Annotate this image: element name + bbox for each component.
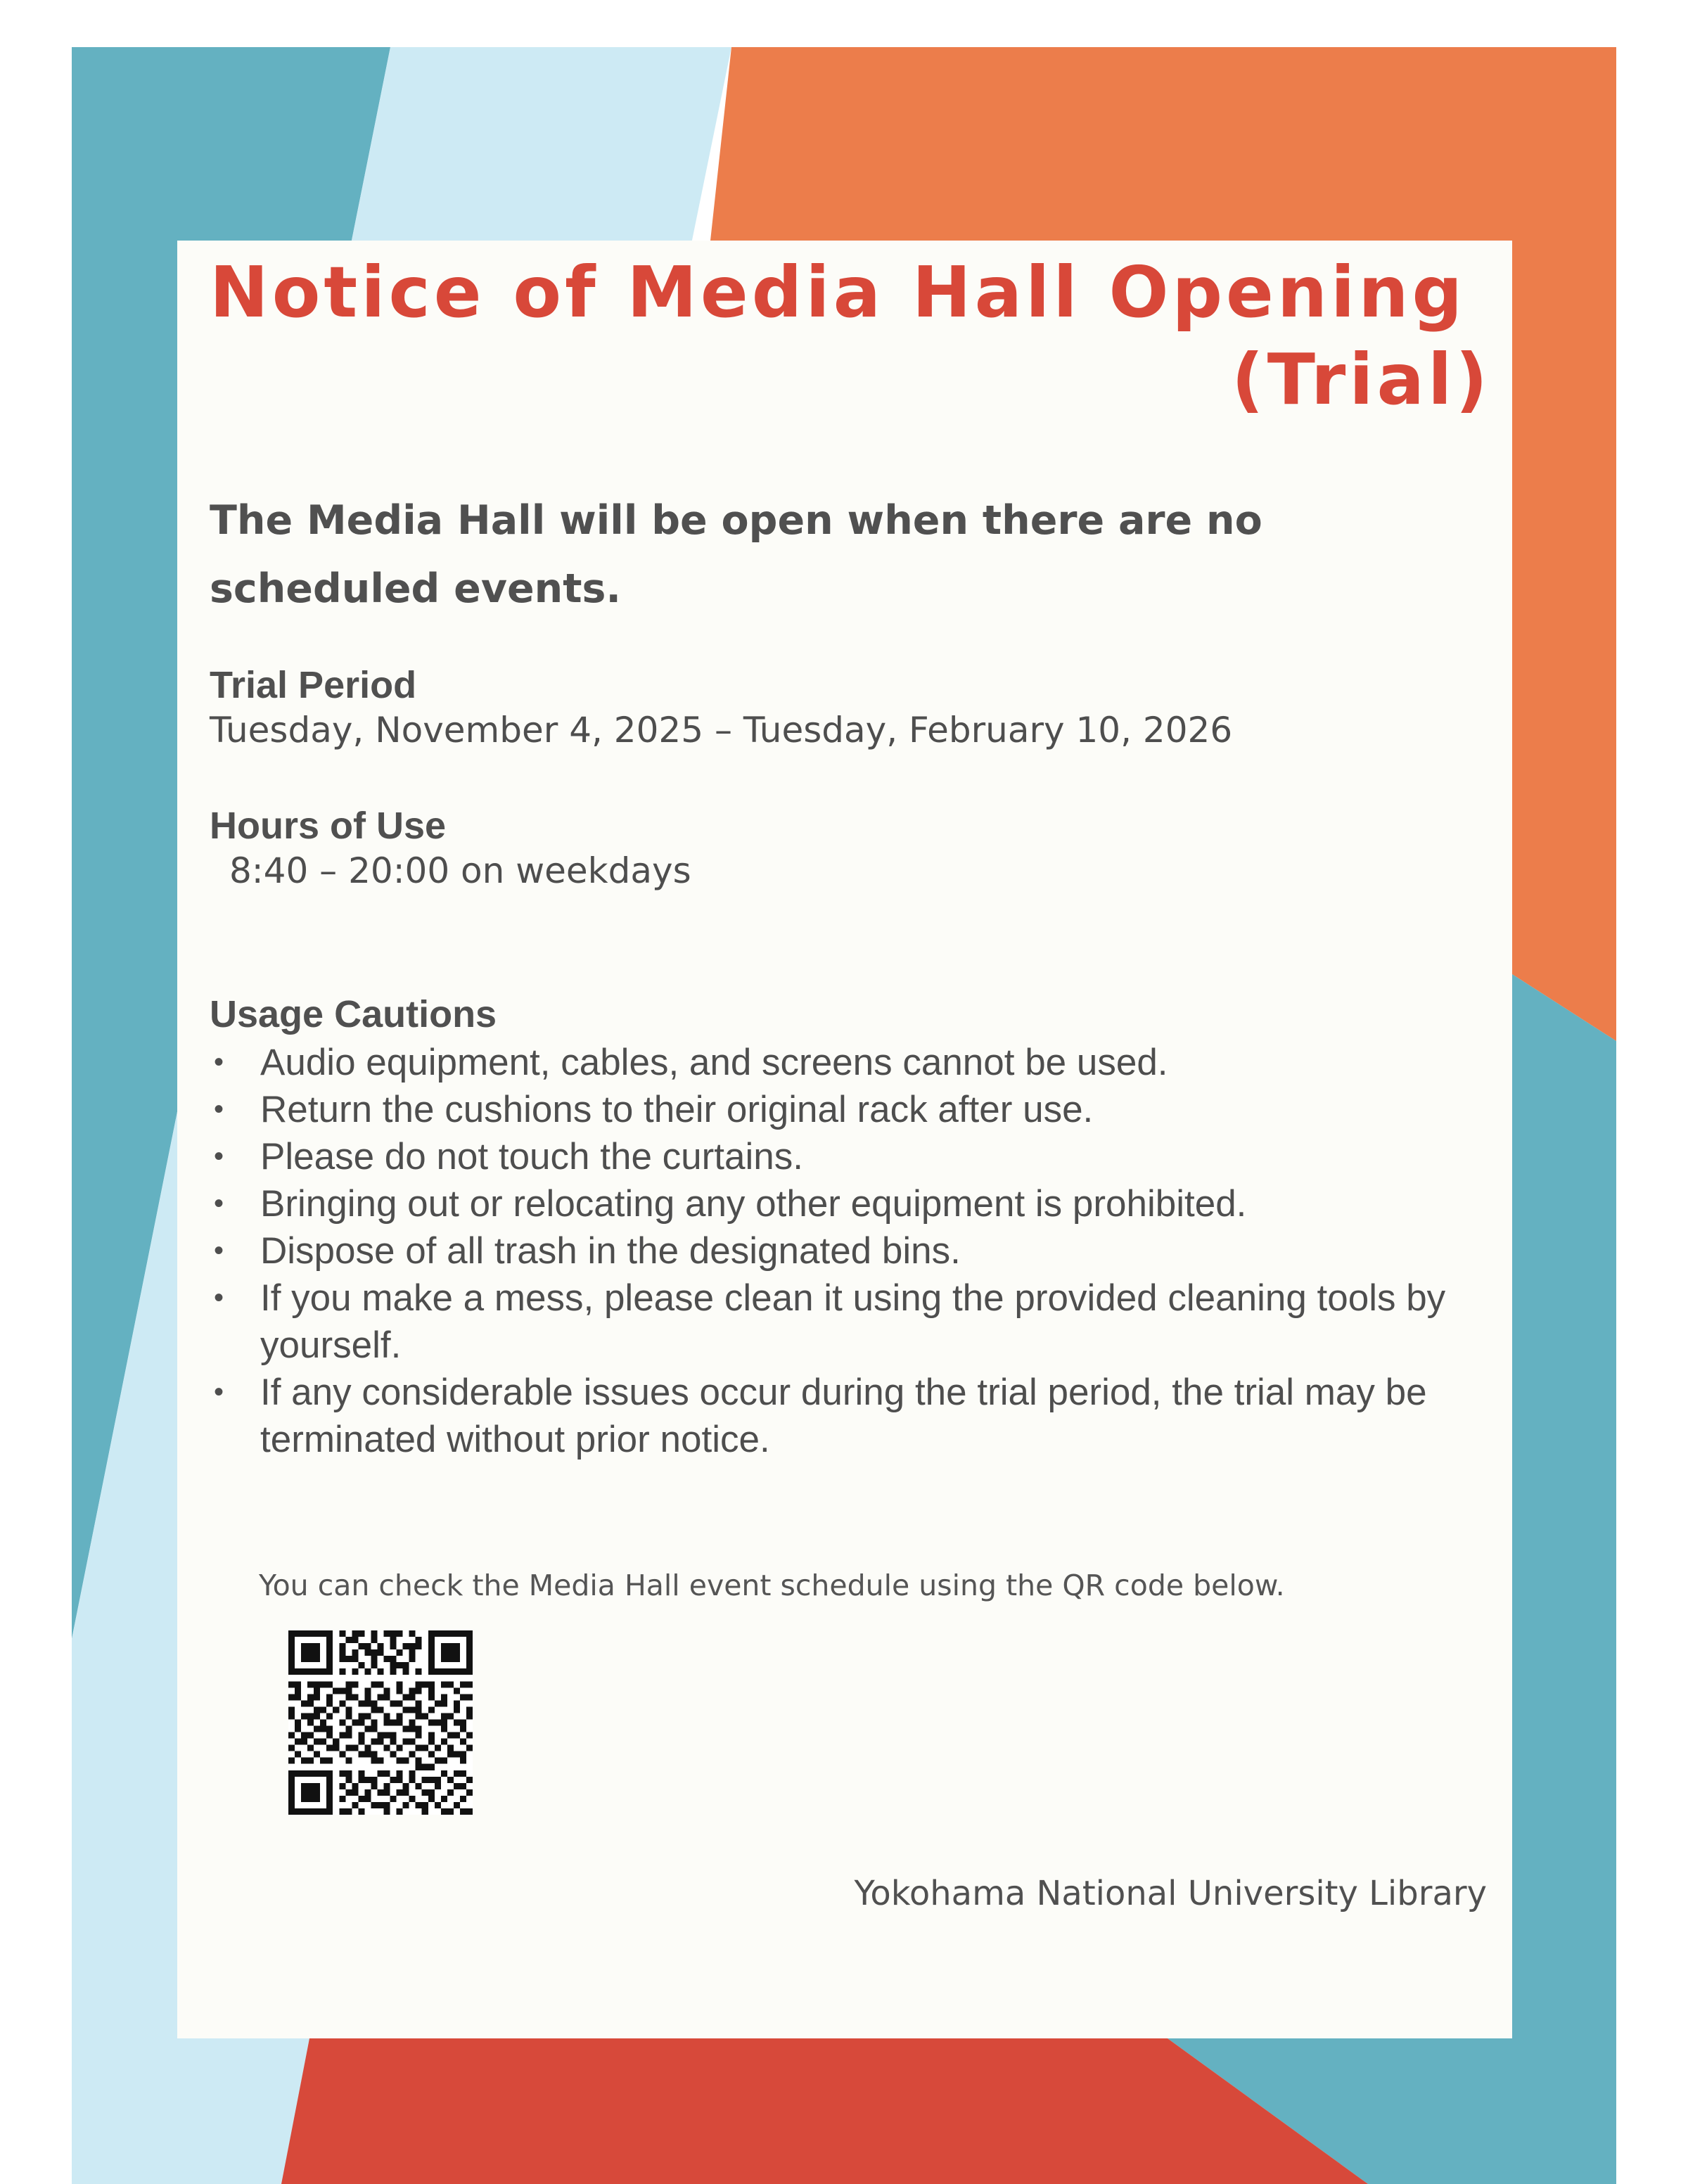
caution-item-2 — [210, 1086, 1490, 1133]
caution-text: Dispose of all trash in the designated bins. — [260, 1230, 961, 1272]
caution-item-7 — [210, 1369, 1490, 1463]
usage-cautions-heading: Usage Cautions — [210, 993, 497, 1035]
bullet-icon: • — [214, 1282, 224, 1313]
caution-item-3 — [210, 1133, 1490, 1180]
caution-item-5 — [210, 1227, 1490, 1275]
caution-item-4 — [210, 1180, 1490, 1227]
caution-item-6 — [210, 1275, 1490, 1369]
library-name: Yokohama National University Library — [854, 1874, 1487, 1913]
caution-text: Bringing out or relocating any other equipment is prohibited. — [260, 1183, 1247, 1225]
caution-text: Audio equipment, cables, and screens cannot be used. — [260, 1042, 1168, 1083]
bullet-icon: • — [214, 1235, 224, 1266]
lead-statement: The Media Hall will be open when there are no scheduled events. — [210, 497, 1262, 612]
usage-cautions-list — [210, 1039, 1490, 1463]
caution-text: Return the cushions to their original rack after use. — [260, 1089, 1094, 1130]
trial-period-heading: Trial Period — [210, 664, 417, 706]
notice-title-line-2: (Trial) — [1232, 338, 1491, 421]
caution-item-1 — [210, 1039, 1490, 1086]
hours-of-use-value: 8:40 – 20:00 on weekdays — [229, 850, 691, 891]
notice-title-line-1: Notice of Media Hall Opening — [210, 251, 1466, 333]
trial-period-value: Tuesday, November 4, 2025 – Tuesday, February 10, 2026 — [210, 710, 1233, 751]
caution-text: Please do not touch the curtains. — [260, 1136, 803, 1177]
bullet-icon: • — [214, 1141, 224, 1172]
bullet-icon: • — [214, 1047, 224, 1078]
bullet-icon: • — [214, 1094, 224, 1125]
qr-code-icon — [288, 1630, 473, 1815]
bullet-icon: • — [214, 1188, 224, 1219]
notice-card — [177, 241, 1512, 2038]
hours-of-use-heading: Hours of Use — [210, 805, 447, 847]
caution-text: If any considerable issues occur during the trial period, the trial may be terminated without prior notice. — [260, 1372, 1427, 1460]
caution-text: If you make a mess, please clean it using the provided cleaning tools by yourself. — [260, 1277, 1446, 1366]
bullet-icon: • — [214, 1377, 224, 1407]
qr-code-caption: You can check the Media Hall event schedule using the QR code below. — [259, 1569, 1285, 1602]
